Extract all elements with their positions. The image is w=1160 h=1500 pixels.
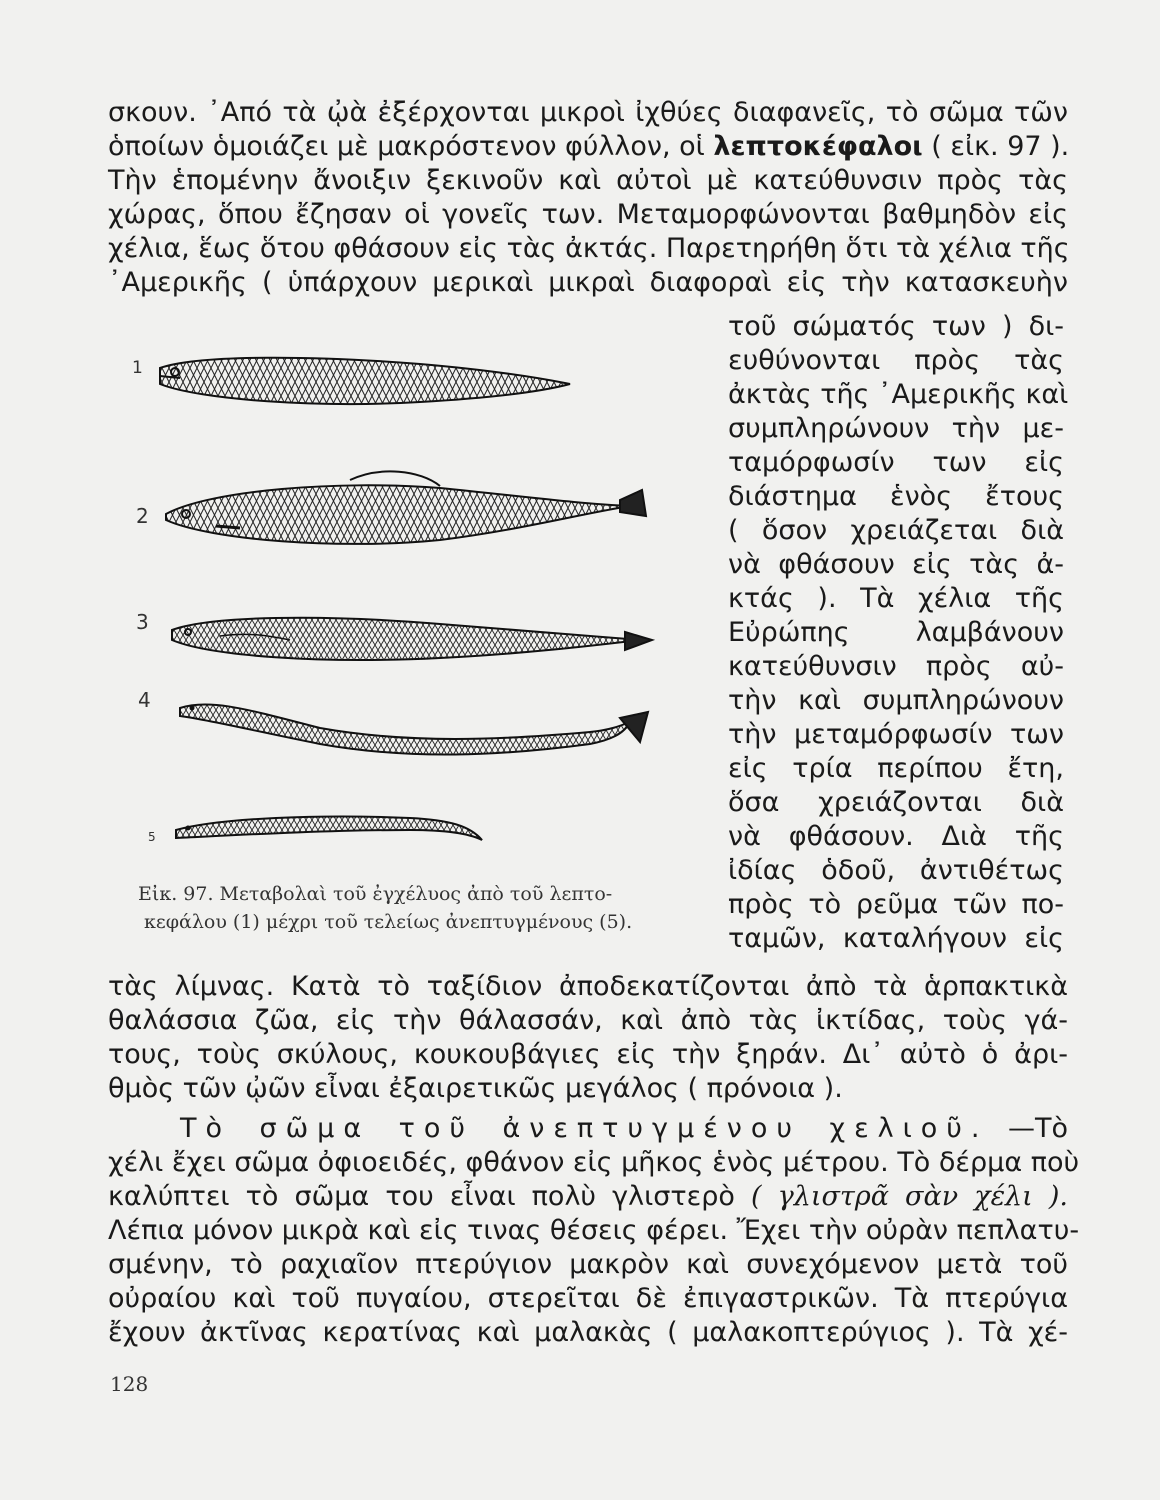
column-line: ἀκτὰς τῆς ᾿Αμερικῆς καὶ [728,379,1069,410]
eel-metamorphosis-figure [120,340,680,860]
column-line: τὴν καὶ συμπληρώνουν [728,685,1064,716]
column-line: κτάς ). Τὰ χέλια τῆς [728,583,1064,614]
text-line: σκουν. ᾿Από τὰ ᾠὰ ἐξέρχονται μικροὶ ἰχθύες διαφανεῖς, τὸ σῶμα τῶν [108,97,1068,128]
column-line: κατεύθυνσιν πρὸς αὐ- [728,651,1064,682]
text-fragment: καλύπτει τὸ σῶμα του εἶναι πολὺ γλιστερὸ [108,1181,735,1212]
column-line: τὴν μεταμόρφωσίν των [728,719,1064,750]
leptocephalus-stage-1 [160,358,570,404]
text-line: θαλάσσια ζῶα, εἰς τὴν θάλασσάν, καὶ ἀπὸ τὰς ἰκτίδας, τοὺς γά- [108,1005,1068,1036]
text-line: τὰς λίμνας. Κατὰ τὸ ταξίδιον ἀποδεκατίζονται ἀπὸ τὰ ἁρπακτικὰ [108,971,1068,1002]
figure-reference: ( εἰκ. 97 ). [931,131,1070,162]
text-fragment: ὁποίων ὁμοιάζει μὲ μακρόστενον φύλλον, οἱ [108,131,705,162]
text-line: θμὸς τῶν ᾠῶν εἶναι ἐξαιρετικῶς μεγάλος ( πρόνοια ). [108,1073,843,1104]
text-line: τους, τοὺς σκύλους, κουκουβάγιες εἰς τὴν ξηράν. Δι᾿ αὐτὸ ὁ ἀρι- [108,1039,1068,1070]
section-heading: Τὸ σῶμα τοῦ ἀνεπτυγμένου χελιοῦ. [180,1113,989,1144]
italic-phrase: ( γλιστρᾶ σὰν χέλι ). [750,1181,1068,1212]
figure-label-1: 1 [132,358,143,378]
text-line: χώρας, ὅπου ἔζησαν οἱ γονεῖς των. Μεταμορφώνονται βαθμηδὸν εἰς [108,199,1068,230]
text-line: χέλια, ἕως ὅτου φθάσουν εἰς τὰς ἀκτάς. Παρετηρήθη ὅτι τὰ χέλια τῆς [108,233,1070,264]
text-line: χέλι ἔχει σῶμα ὀφιοειδές, φθάνον εἰς μῆκος ἑνὸς μέτρου. Τὸ δέρμα ποὺ [108,1147,1080,1178]
figure-caption [138,880,698,936]
figure-label-3: 3 [136,610,149,634]
text-line: Τὴν ἑπομένην ἄνοιξιν ξεκινοῦν καὶ αὐτοὶ μὲ κατεύθυνσιν πρὸς τὰς [108,165,1068,196]
text-line: ἔχουν ἀκτῖνας κερατίνας καὶ μαλακὰς ( μαλακοπτερύγιος ). Τὰ χέ- [108,1317,1068,1348]
section-continuation: —Τὸ [1007,1113,1068,1144]
text-line [108,1180,1068,1214]
section-heading-line [180,1112,1068,1146]
text-line [108,130,1068,164]
column-line: Εὐρώπης λαμβάνουν [728,617,1064,648]
glass-eel-stage-3 [172,618,652,660]
eel-drawings [120,340,680,860]
column-line: συμπληρώνουν τὴν με- [728,413,1064,444]
column-line: ( ὅσον χρειάζεται διὰ [728,515,1064,546]
column-line: διάστημα ἑνὸς ἔτους [728,481,1064,512]
column-line: ἰδίας ὁδοῦ, ἀντιθέτως [728,855,1064,886]
column-line: ταμόρφωσίν των εἰς [728,447,1064,478]
adult-eel-stage-5 [176,817,482,841]
caption-line: κεφάλου (1) μέχρι τοῦ τελείως ἀνεπτυγμένους (5). [144,911,633,933]
bold-term: λεπτοκέφαλοι [713,131,923,162]
text-line: σμένην, τὸ ραχιαῖον πτερύγιον μακρὸν καὶ συνεχόμενον μετὰ τοῦ [108,1249,1068,1280]
figure-label-4: 4 [138,688,151,712]
text-line: οὐραίου καὶ τοῦ πυγαίου, στερεῖται δὲ ἐπιγαστρικῶν. Τὰ πτερύγια [108,1283,1068,1314]
column-line: τοῦ σώματός των ) δι- [728,311,1064,342]
column-line: ταμῶν, καταλήγουν εἰς [728,923,1064,954]
caption-line: Εἰκ. 97. Μεταβολαὶ τοῦ ἐγχέλυος ἀπὸ τοῦ λεπτο- [138,883,613,905]
column-line: νὰ φθάσουν εἰς τὰς ἀ- [728,549,1064,580]
column-line: εἰς τρία περίπου ἔτη, [728,753,1064,784]
text-line: Λέπια μόνον μικρὰ καὶ εἰς τινας θέσεις φέρει. Ἔχει τὴν οὐρὰν πεπλατυ- [108,1215,1080,1246]
figure-label-5: 5 [148,830,156,844]
elver-stage-4 [180,704,648,754]
figure-label-2: 2 [136,504,149,528]
text-line: ᾿Αμερικῆς ( ὑπάρχουν μερικαὶ μικραὶ διαφοραὶ εἰς τὴν κατασκευὴν [108,267,1068,298]
column-line: πρὸς τὸ ρεῦμα τῶν πο- [728,889,1064,920]
column-line: ευθύνονται πρὸς τὰς [728,345,1064,376]
page-number: 128 [110,1372,149,1396]
leptocephalus-stage-2 [166,471,646,543]
column-line: ὅσα χρειάζονται διὰ [728,787,1064,818]
column-line: νὰ φθάσουν. Διὰ τῆς [728,821,1064,852]
